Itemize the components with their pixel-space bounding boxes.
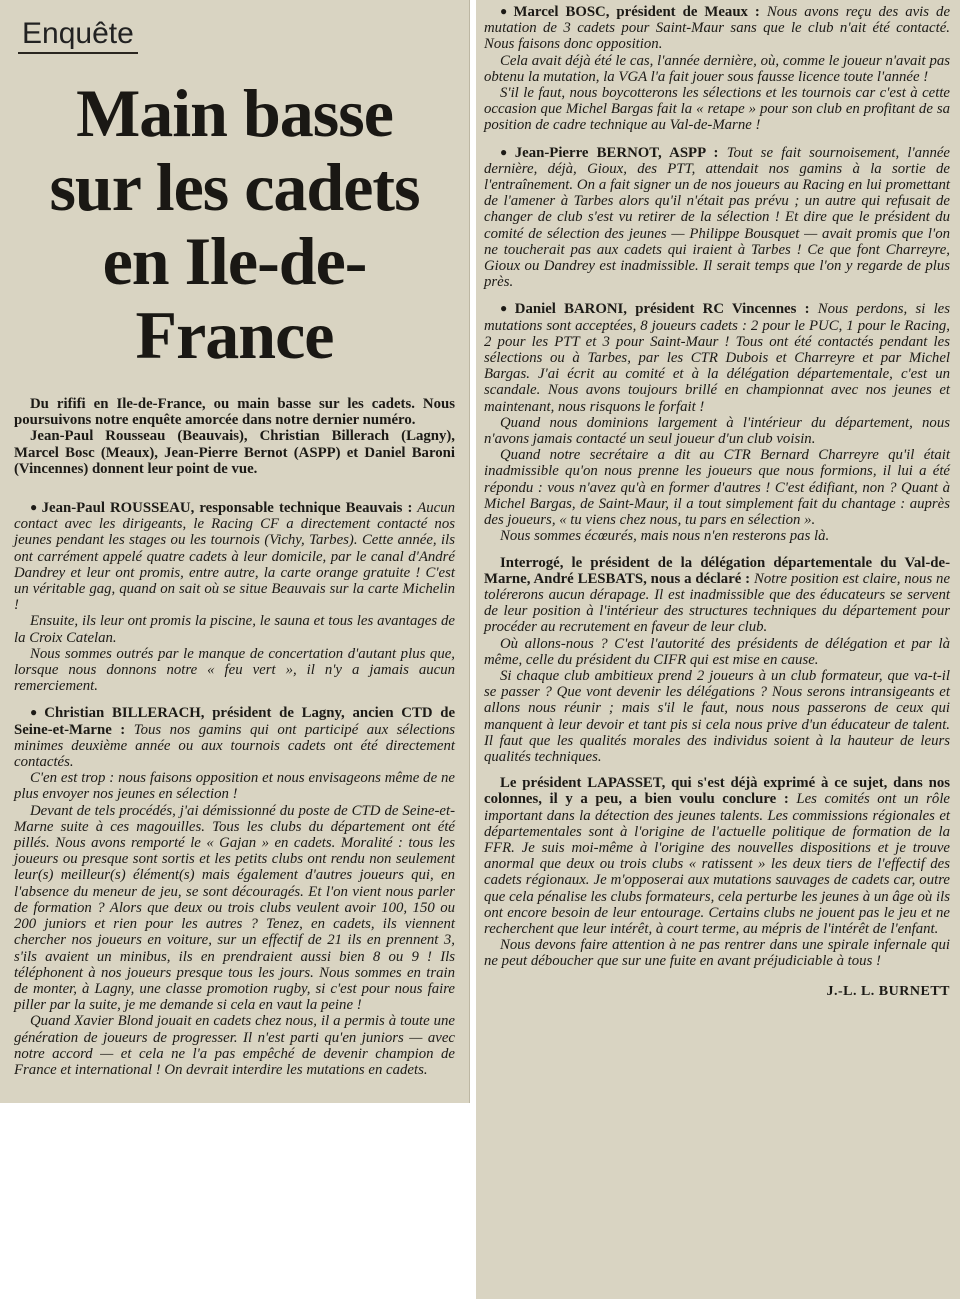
right-column bbox=[476, 0, 960, 1299]
speaker-lead: Jean-Pierre BERNOT, ASPP : bbox=[514, 144, 719, 161]
quote-paragraph: Nous sommes outrés par le manque de concertation d'autant plus que, lorsque nous donnons notre « feu vert », il n'y a jamais aucun remerciement. bbox=[14, 645, 455, 695]
bullet-icon: ● bbox=[500, 301, 512, 316]
quote-paragraph: Si chaque club ambitieux prend 2 joueurs à un club formateur, que va-t-il se passer ? Que vont devenir les délégations ? Nous serons intransigeants et allons nous réunir ; mais s'il le faut, nous nous passerons de ceux qui manquent à leur devoir et tant pis si cela nous prive d'un éducateur de talent. Il faut que les qualités morales des individus soient à la hauteur de leurs qualités techniques. bbox=[484, 667, 950, 765]
speaker-lead: Interrogé, le président de la délégation départementale du Val-de-Marne, André LESBATS, nous a déclaré : bbox=[484, 554, 950, 587]
section-kicker: Enquête bbox=[18, 18, 138, 54]
interview-lapasset bbox=[484, 775, 950, 969]
quote-paragraph: Nous devons faire attention à ne pas rentrer dans une spirale infernale qui ne peut déboucher que sur une fuite en avant préjudiciable à tous ! bbox=[484, 937, 950, 970]
speaker-lead: Jean-Paul ROUSSEAU, responsable technique Beauvais : bbox=[41, 500, 413, 517]
bullet-icon: ● bbox=[500, 4, 511, 18]
bullet-icon: ● bbox=[500, 144, 512, 159]
quote-paragraph: Devant de tels procédés, j'ai démissionné du poste de CTD de Seine-et-Marne suite à ces magouilles. Tous les clubs du département ont été pillés. Nous avons remporté le « Gajan » en cadets. Moralité : tous les joueurs ou presque sont sortis et les petits clubs ont rendu non seulement leur(s) meilleur(s) élément(s) mais également d'autres joueurs qui, en l'absence du meneur de jeu, se sont découragés. Et l'on vient nous parler de formation ? Alors que deux ou trois clubs veulent avoir 100, 150 ou 200 juniors et rien pour les autres ? Tenez, en cadets, ils viennent chercher nos joueurs en voiture, sur un effectif de 21 ils en prennent 3, s'ils avaient un minibus, ils en prendraient aussi bien 8 ou 9 ! Ils téléphonent à nos joueurs presque tous les jours. Nous sommes en train de monter, à Lagny, une classe promotion rugby, si c'est pour nous faire piller par la suite, je me demande si cela en vaut la peine ! bbox=[14, 802, 455, 1014]
speaker-lead: Christian BILLERACH, président de Lagny, ancien CTD de Seine-et-Marne : bbox=[14, 705, 456, 738]
quote-paragraph: Cela avait déjà été le cas, l'année dernière, où, comme le joueur n'avait pas obtenu la mutation, la VGA l'a fait jouer sous fausse licence toute l'année ! bbox=[484, 52, 950, 85]
interview-billerach bbox=[14, 704, 455, 1078]
quote-text: Notre position est claire, nous ne tolérerons aucun dérapage. Il est inadmissible que des éducateurs se servent de leur position à l'intérieur des structures techniques du département pour procéder au recrutement en faveur de leur club. bbox=[484, 570, 951, 636]
bullet-icon: ● bbox=[30, 500, 39, 515]
bullet-icon: ● bbox=[30, 705, 42, 720]
quote-paragraph: C'en est trop : nous faisons opposition et nous envisageons même de ne plus envoyer nos jeunes en sélection ! bbox=[14, 770, 455, 803]
quote-paragraph: Quand Xavier Blond jouait en cadets chez nous, il a permis à toute une génération de joueurs de progresser. Il n'est parti qu'en juniors — avec notre accord — et cela ne l'a pas empêché de devenir champion de France et international ! On devrait interdire les mutations en cadets. bbox=[14, 1013, 455, 1078]
quote-text: Les comités ont un rôle important dans la détection des jeunes talents. Les commissions régionales et départementales sont à l'origine de l'actuelle politique de formation de la FFR. Je suis moi-même à l'origine des nouvelles dispositions et je trouve anormal que deux ou trois clubs « ratissent » les deux tiers de l'effectif des cadets régionaux. Je m'opposerai aux mutations sauvages de cadets car, outre que cela pénalise les clubs formateurs, cela perturbe les jeunes à un âge où ils ont encore besoin de leur entourage. Certains clubs ne jouent pas le jeu et ne recherchent que leur intérêt, à court terme, au mépris de l'intérêt de l'enfant. bbox=[484, 791, 950, 937]
headline-line: Main basse bbox=[76, 75, 393, 151]
quote-text: Tous nos gamins qui ont participé aux sélections minimes deuxième année ou aux tournois cadets ont été directement contactés. bbox=[14, 721, 456, 771]
interview-rousseau bbox=[14, 499, 455, 694]
quote-text: Nous avons reçu des avis de mutation de 3 cadets pour Saint-Maur sans que le club n'ait été contacté. Nous faisons donc opposition. bbox=[484, 4, 951, 53]
headline-line: sur les cadets bbox=[49, 149, 420, 225]
quote-paragraph: Nous sommes écœurés, mais nous n'en resterons pas là. bbox=[500, 528, 830, 545]
quote-text: Tout se fait sournoisement, l'année dernière, déjà, Gioux, des PTT, attendait nos gamins à la sortie de l'entraînement. On a fait signer un de nos joueurs au Racing en lui promettant de l'amener à Tarbes alors qu'il n'était pas prévu ; un autre qui refusait de changer de club s'est vu retirer de la sélection ! Et dire que le président du comité de sélection des jeunes — Philippe Bousquet — avait promis que l'on ne toucherait pas aux cadets qui iraient à Tarbes ! Ce que font Charreyre, Gioux ou Dandrey est inadmissible. Il serait temps que l'on y regarde de plus près. bbox=[484, 144, 950, 291]
quote-text: Aucun contact avec les dirigeants, le Racing CF a directement contacté nos jeunes pendant les stages ou les tournois (Vichy, Tarbes). Cette année, ils ont carrément appelé quatre cadets à leur domicile, par le canal d'André Dandrey et leur ont promis, entre autre, la carte orange gratuite ! C'est un véritable gag, quand on sait où se situe Beauvais sur la carte Michelin ! bbox=[14, 500, 455, 614]
quote-paragraph: Ensuite, ils leur ont promis la piscine, le sauna et tous les avantages de la Croix Catelan. bbox=[14, 613, 455, 646]
interview-lesbats bbox=[484, 555, 950, 766]
speaker-lead: Le président LAPASSET, qui s'est déjà exprimé à ce sujet, dans nos colonnes, il y a peu, a bien voulu conclure : bbox=[484, 775, 950, 808]
intro-paragraph: Du rififi en Ile-de-France, ou main basse sur les cadets. Nous poursuivons notre enquête amorcée dans notre dernier numéro. bbox=[14, 396, 455, 429]
quote-paragraph: Quand nous dominions largement à l'intérieur du département, nous n'avons jamais contacté un seul joueur d'un club voisin. bbox=[484, 414, 950, 448]
byline: J.-L. L. BURNETT bbox=[826, 983, 950, 999]
quote-paragraph: S'il le faut, nous boycotterons les sélections et les tournois car c'est à cette occasion que Michel Bargas fait la « retape » pour son club en profitant de sa position de cadre technique au Val-de-Marne ! bbox=[484, 85, 950, 134]
intro bbox=[14, 396, 455, 477]
quote-paragraph: Où allons-nous ? C'est l'autorité des présidents de délégation et par là même, celle du président du CIFR qui est mise en cause. bbox=[484, 635, 950, 668]
headline bbox=[14, 76, 455, 372]
intro-paragraph: Jean-Paul Rousseau (Beauvais), Christian Billerach (Lagny), Marcel Bosc (Meaux), Jean-Pierre Bernot (ASPP) et Daniel Baroni (Vincennes) donnent leur point de vue. bbox=[14, 428, 455, 477]
interview-bernot bbox=[484, 144, 950, 291]
quote-text: Nous perdons, si les mutations sont acceptées, 8 joueurs cadets : 2 pour le PUC, 1 pour le Racing, 2 pour les PTT et 3 pour Saint-Maur ! Tous ont été contactés pendant les sélections ou à Tarbes, par les CTR Dubois et Charreyre et par Michel Bargas. J'ai écrit au comité et à la délégation départementale, c'est un scandale. Nous avons toujours brillé en championnat avec nos jeunes et maintenant, nous risquons le forfait ! bbox=[484, 301, 951, 415]
interview-baroni bbox=[484, 300, 950, 544]
speaker-lead: Marcel BOSC, président de Meaux : bbox=[513, 4, 760, 20]
quote-paragraph: Quand notre secrétaire a dit au CTR Bernard Charreyre qu'il était inadmissible qu'on nous prenne les joueurs que nous formions, il lui a été répondu : vous n'avez qu'à en former d'autres ! C'est édifiant, non ? Quant à Michel Bargas, de Saint-Maur, il a tout simplement fait du chantage : auprès des joueurs, « tu viens chez nous, tu pars en sélection ». bbox=[484, 447, 950, 529]
headline-line: en Ile-de-France bbox=[102, 223, 367, 373]
interview-bosc bbox=[484, 3, 950, 134]
left-column bbox=[0, 0, 470, 1103]
speaker-lead: Daniel BARONI, président RC Vincennes : bbox=[514, 301, 810, 318]
